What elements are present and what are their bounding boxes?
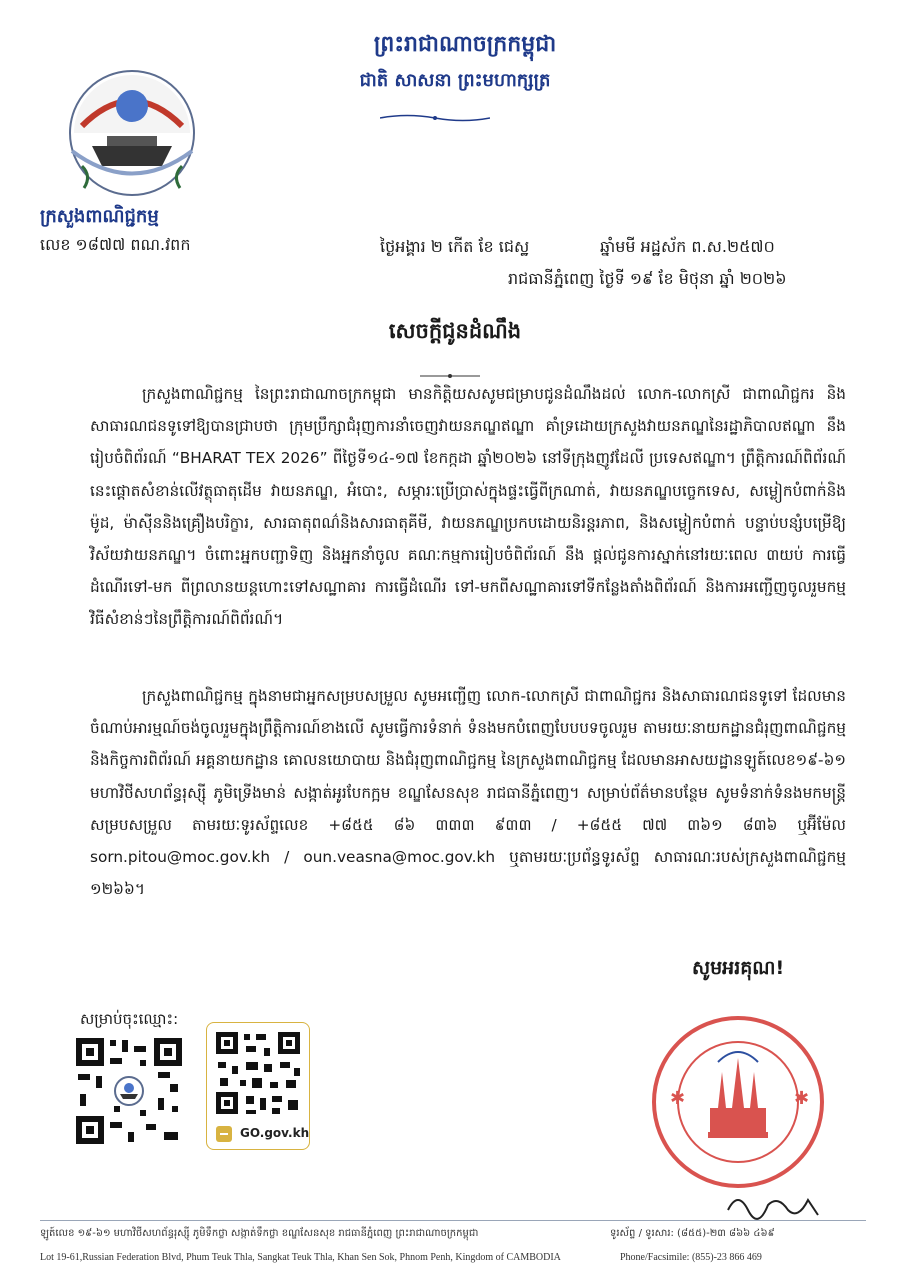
body-paragraph-2: ក្រសួងពាណិជ្ជកម្ម ក្នុងនាមជាអ្នកសម្របសម្រួល សូមអញ្ជើញ លោក-លោកស្រី ជាពាណិជ្ជករ និងសាធារណជនទូទៅ ដែលមានចំណាប់អារម្មណ៍ចង់ចូលរួមក្នុងព្រឹត្តិការណ៍ខាងលើ សូមធ្វើការទំនាក់ ទំនងមកបំពេញបែបបទចូលរួម តាមរយៈនាយកដ្ឋានជំរុញពាណិជ្ជកម្ម និងកិច្ចការពិព័រណ៍ អគ្គនាយកដ្ឋាន គោលនយោបាយ និងជំរុញពាណិជ្ជកម្ម នៃក្រសួងពាណិជ្ជកម្ម ដែលមានអាសយដ្ឋានឡូត៍លេខ១៩-៦១ មហាវិថីសហព័ន្ធរុស្ស៊ី ភូមិទ្រើងមាន់ សង្កាត់អូរបែកក្អម ខណ្ឌសែនសុខ រាជធានីភ្នំពេញ។ សម្រាប់ព័ត៌មានបន្ថែម សូមទំនាក់ទំនងមកមន្ត្រីសម្របសម្រួល តាមរយៈទូរស័ព្ទលេខ +៨៥៥ ៨៦ ៣៣៣ ៩៣៣ / +៨៥៥ ៧៧ ៣៦១ ៨៣៦ ឬអ៊ីម៉ែល sorn.pitou@moc.gov.kh / oun.veasna@moc.gov.kh ឬតាមរយៈប្រព័ន្ធទូរស័ព្ទ សាធារណៈរបស់ក្រសួងពាណិជ្ជកម្ម ១២៦៦។ (90, 687, 846, 899)
ministry-logo (62, 66, 202, 200)
lunar-date-right: ឆ្នាំមមី អដ្ឋស័ក ព.ស.២៥៧០ (600, 237, 775, 256)
document-title: សេចក្តីជូនដំណឹង (388, 319, 522, 343)
ministry-name: ក្រសួងពាណិជ្ជកម្ម (40, 206, 159, 227)
title-ornament (420, 365, 480, 373)
footer-divider (40, 1220, 866, 1221)
official-seal (648, 1012, 828, 1192)
footer-address-en: Lot 19-61,Russian Federation Blvd, Phum Teuk Thla, Sangkat Teuk Thla, Khan Sen Sok, Phnom Penh, Kingdom of CAMBODIA (40, 1252, 561, 1263)
header-ornament (380, 108, 490, 118)
reference-number: លេខ ១៨៧៧ ពណ.វពក (40, 235, 191, 254)
registration-qr-code[interactable] (74, 1036, 184, 1146)
footer-phone-en: Phone/Facsimile: (855)-23 866 469 (620, 1252, 762, 1263)
kingdom-title: ព្រះរាជាណាចក្រកម្ពុជា (373, 32, 557, 57)
national-motto: ជាតិ សាសនា ព្រះមហាក្សត្រ (359, 70, 551, 91)
go-gov-label: GO.gov.kh (240, 1126, 310, 1140)
footer-phone-kh: ទូរស័ព្ទ / ទូរសារ: (៨៥៥)-២៣ ៨៦៦ ៤៦៩ (610, 1228, 775, 1239)
body-paragraph-1: ក្រសួងពាណិជ្ជកម្ម នៃព្រះរាជាណាចក្រកម្ពុជា មានកិត្តិយសសូមជម្រាបជូនដំណឹងដល់ លោក-លោកស្រី ជាពាណិជ្ជករ និងសាធារណជនទូទៅឱ្យបានជ្រាបថា ក្រុមប្រឹក្សាជំរុញការនាំចេញវាយនភណ្ឌឥណ្ឌា គាំទ្រដោយក្រសួងវាយនភណ្ឌនៃរដ្ឋាភិបាលឥណ្ឌា នឹងរៀបចំពិព័រណ៍ “BHARAT TEX 2026” ពីថ្ងៃទី១៤-១៧ ខែកក្កដា ឆ្នាំ២០២៦ នៅទីក្រុងញូវដែលី ប្រទេសឥណ្ឌា។ ព្រឹត្តិការណ៍ពិព័រណ៍នេះផ្តោតសំខាន់លើវត្ថុធាតុដើម វាយនភណ្ឌ, អំបោះ, សម្ភារៈប្រើប្រាស់ក្នុងផ្ទះធ្វើពីក្រណាត់, វាយនភណ្ឌបច្ចេកទេស, សម្លៀកបំពាក់និងម៉ូដ, ម៉ាស៊ីននិងគ្រឿងបរិក្ខារ, សារធាតុពណ៌និងសារធាតុគីមី, វាយនភណ្ឌប្រកបដោយនិរន្តរភាព, និងសម្លៀកបំពាក់ បន្ទាប់បន្សំបម្រើឱ្យវិស័យវាយនភណ្ឌ។ ចំពោះអ្នកបញ្ជាទិញ និងអ្នកនាំចូល គណៈកម្មការរៀបចំពិព័រណ៍ នឹង ផ្តល់ជូនការស្នាក់នៅរយៈពេល ៣យប់ ការធ្វើដំណើរទៅ-មក ពីព្រលានយន្តហោះទៅសណ្ឋាគារ ការធ្វើដំណើរ ទៅ-មកពីសណ្ឋាគារទៅទីកន្លែងតាំងពិព័រណ៍ និងការអញ្ជើញចូលរួមកម្មវិធីសំខាន់ៗនៃព្រឹត្តិការណ៍ពិព័រណ៍។ (90, 385, 846, 629)
svg-text:✱: ✱ (670, 1088, 686, 1109)
thank-you: សូមអរគុណ! (692, 957, 785, 979)
registration-label: សម្រាប់ចុះឈ្មោះ: (80, 1010, 179, 1028)
footer-address-kh: ឡូត៍លេខ ១៩-៦១ មហាវិថីសហព័ន្ធរុស្ស៊ី ភូមិទឹកថ្លា សង្កាត់ទឹកថ្លា ខណ្ឌសែនសុខ រាជធានីភ្នំពេញ ព្រះរាជាណាចក្រកម្ពុជា (40, 1228, 479, 1239)
solar-date: រាជធានីភ្នំពេញ ថ្ងៃទី ១៩ ខែ មិថុនា ឆ្នាំ ២០២៦ (508, 269, 787, 288)
signature (718, 1180, 828, 1230)
svg-text:✱: ✱ (794, 1088, 810, 1109)
lunar-date-left: ថ្ងៃអង្គារ ២ កើត ខែ ជេស្ឋ (380, 237, 530, 256)
